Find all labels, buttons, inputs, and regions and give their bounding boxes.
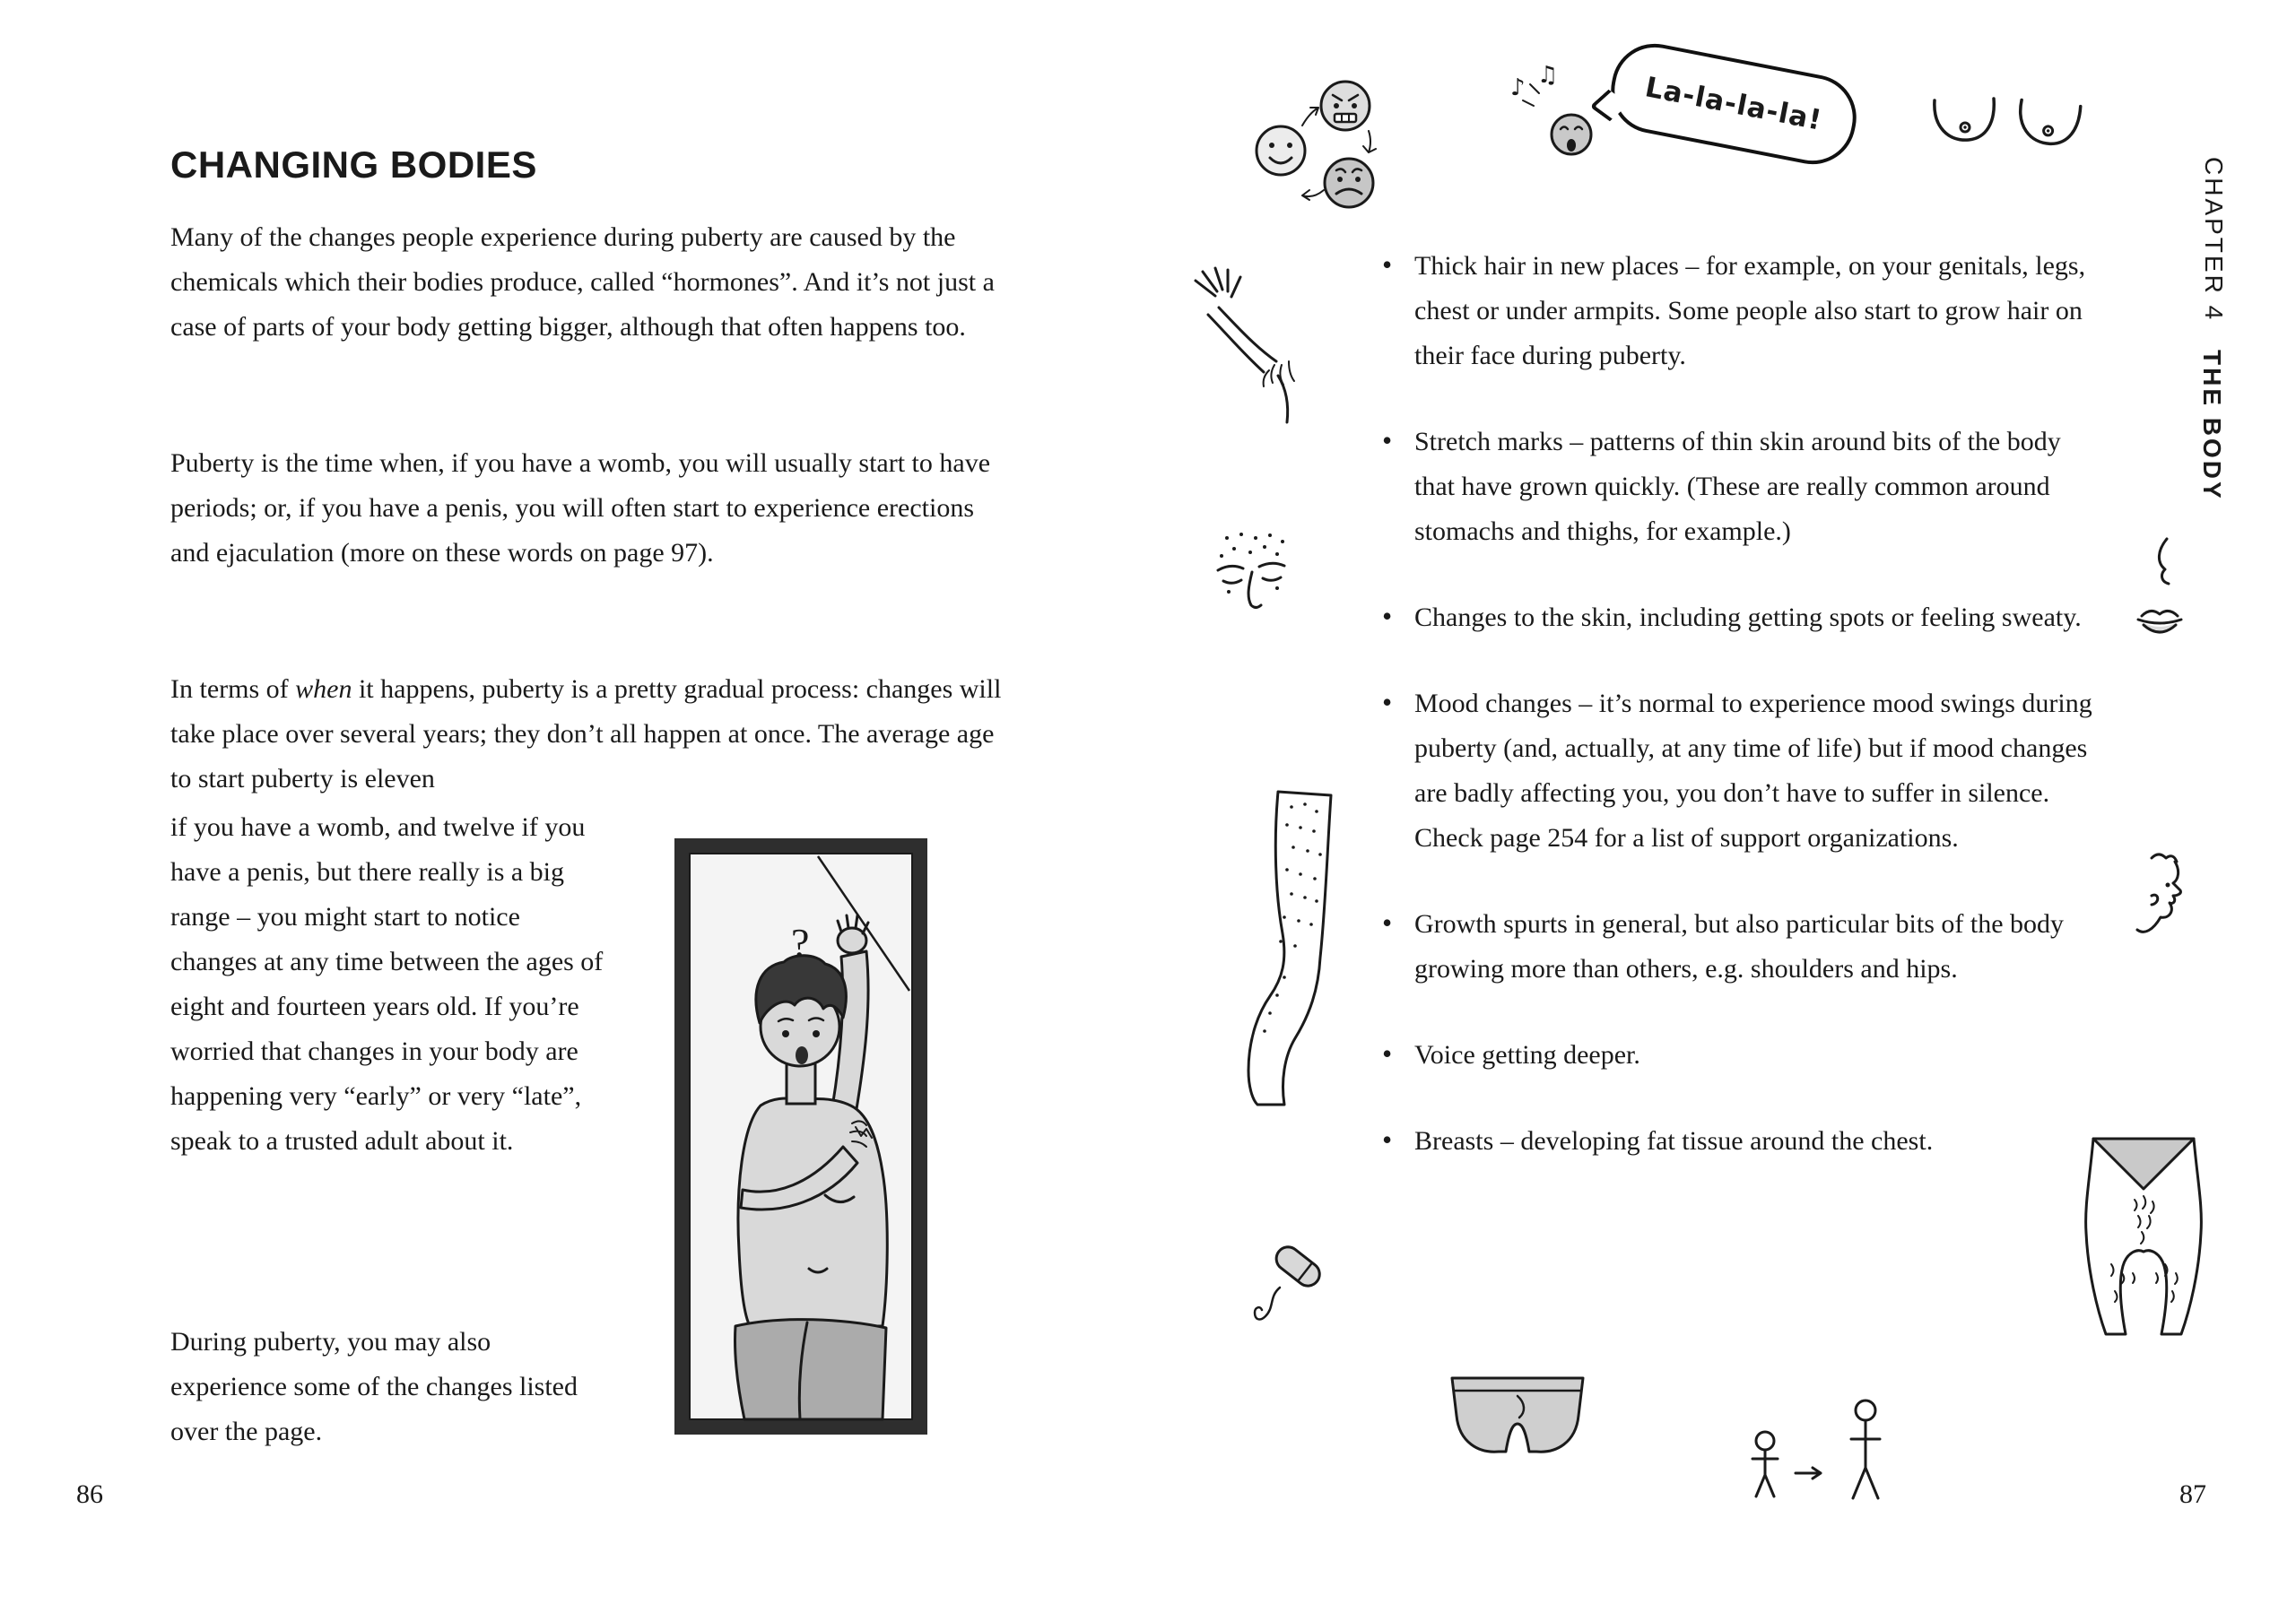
paragraph-1: Many of the changes people experience during puberty are caused by the chemicals which their bodies produce, called “hormones”. And it’s not just a case of parts of your body getting bigger, although that often happens too.	[170, 222, 995, 342]
bullet-icon: •	[1382, 686, 1393, 718]
list-item-text: Breasts – developing fat tissue around the chest.	[1414, 1126, 1934, 1156]
bullet-icon: •	[1382, 1037, 1393, 1070]
face-spots-icon	[1202, 529, 1318, 628]
paragraph-3-rest: it happens, puberty is a pretty gradual process: changes will take place over several years; they don’t all happen at once. The average age to start puberty is eleven	[170, 674, 1002, 793]
bullet-icon: •	[1382, 248, 1393, 281]
list-item-text: Voice getting deeper.	[1414, 1040, 1640, 1070]
list-item	[1377, 420, 2103, 554]
tampon-icon	[1242, 1237, 1332, 1340]
list-item	[1377, 1033, 2103, 1078]
page-title: CHANGING BODIES	[170, 143, 537, 186]
leg-hair-icon	[1238, 785, 1345, 1112]
profile-face-icon	[2121, 847, 2197, 959]
underwear-icon	[1439, 1358, 1596, 1479]
list-item	[1377, 595, 2103, 640]
emotion-faces-icon	[1247, 72, 1390, 224]
page-number-right: 87	[2179, 1479, 2206, 1509]
armpit-hair-icon	[1188, 264, 1341, 430]
paragraph-2: Puberty is the time when, if you have a womb, you will usually start to have periods; or, if you have a penis, you will often start to experience erections and ejaculation (more on these words on page 97).	[170, 448, 991, 568]
chapter-label: CHAPTER 4	[2200, 157, 2228, 323]
music-note-icon: ♫	[1537, 65, 1559, 89]
lips-icon	[2126, 533, 2197, 659]
list-item-text: Changes to the skin, including getting spots or feeling sweaty.	[1414, 603, 2082, 632]
bullet-icon: •	[1382, 906, 1393, 939]
page-number-left: 86	[76, 1479, 103, 1509]
bullet-icon: •	[1382, 424, 1393, 456]
speech-bubble-text: La-la-la-la!	[1642, 71, 1825, 137]
list-item-text: Mood changes – it’s normal to experience mood swings during puberty (and, actually, at any time of life) but if mood changes are badly affecting you, you don’t have to suffer in silence. Check page 254 for a list of support organizations.	[1414, 689, 2092, 853]
list-item	[1377, 1119, 2103, 1164]
paragraph-3-italic-word: when	[295, 674, 352, 704]
growth-stick-figures-icon	[1731, 1385, 1901, 1511]
paragraph-4: During puberty, you may also experience some of the changes listed over the page.	[170, 1327, 578, 1446]
question-mark: ?	[791, 920, 810, 966]
breasts-doodle-icon	[1924, 88, 2090, 164]
paragraph-3	[170, 667, 1013, 802]
right-page	[1148, 0, 2296, 1613]
music-note-icon: ♪	[1510, 74, 1526, 101]
list-item	[1377, 244, 2103, 378]
bullet-icon: •	[1382, 1123, 1393, 1156]
puberty-changes-list	[1377, 244, 2103, 1205]
list-item	[1377, 902, 2103, 992]
singing-head-icon	[1507, 65, 1614, 172]
list-item-text: Growth spurts in general, but also particular bits of the body growing more than others, e.g. shoulders and hips.	[1414, 909, 2065, 984]
mirror-illustration	[674, 838, 927, 1435]
chapter-title: THE BODY	[2198, 350, 2226, 501]
bullet-icon: •	[1382, 600, 1393, 632]
list-item-text: Stretch marks – patterns of thin skin around bits of the body that have grown quickly. (These are really common around stomachs and thighs, for example.)	[1414, 427, 2061, 546]
paragraph-3-start: In terms of	[170, 674, 296, 704]
speech-bubble	[1604, 37, 1864, 172]
paragraph-3-wrapped: if you have a womb, and twelve if you have a penis, but there really is a big range – you might start to notice changes at any time between the ages of eight and fourteen years old. If you’re worried that changes in your body are happening very “early” or very “late”, speak to a trusted adult about it.	[170, 812, 604, 1156]
list-item	[1377, 681, 2103, 861]
list-item-text: Thick hair in new places – for example, on your genitals, legs, chest or under armpits. Some people also start to grow hair on their face during puberty.	[1414, 251, 2086, 370]
